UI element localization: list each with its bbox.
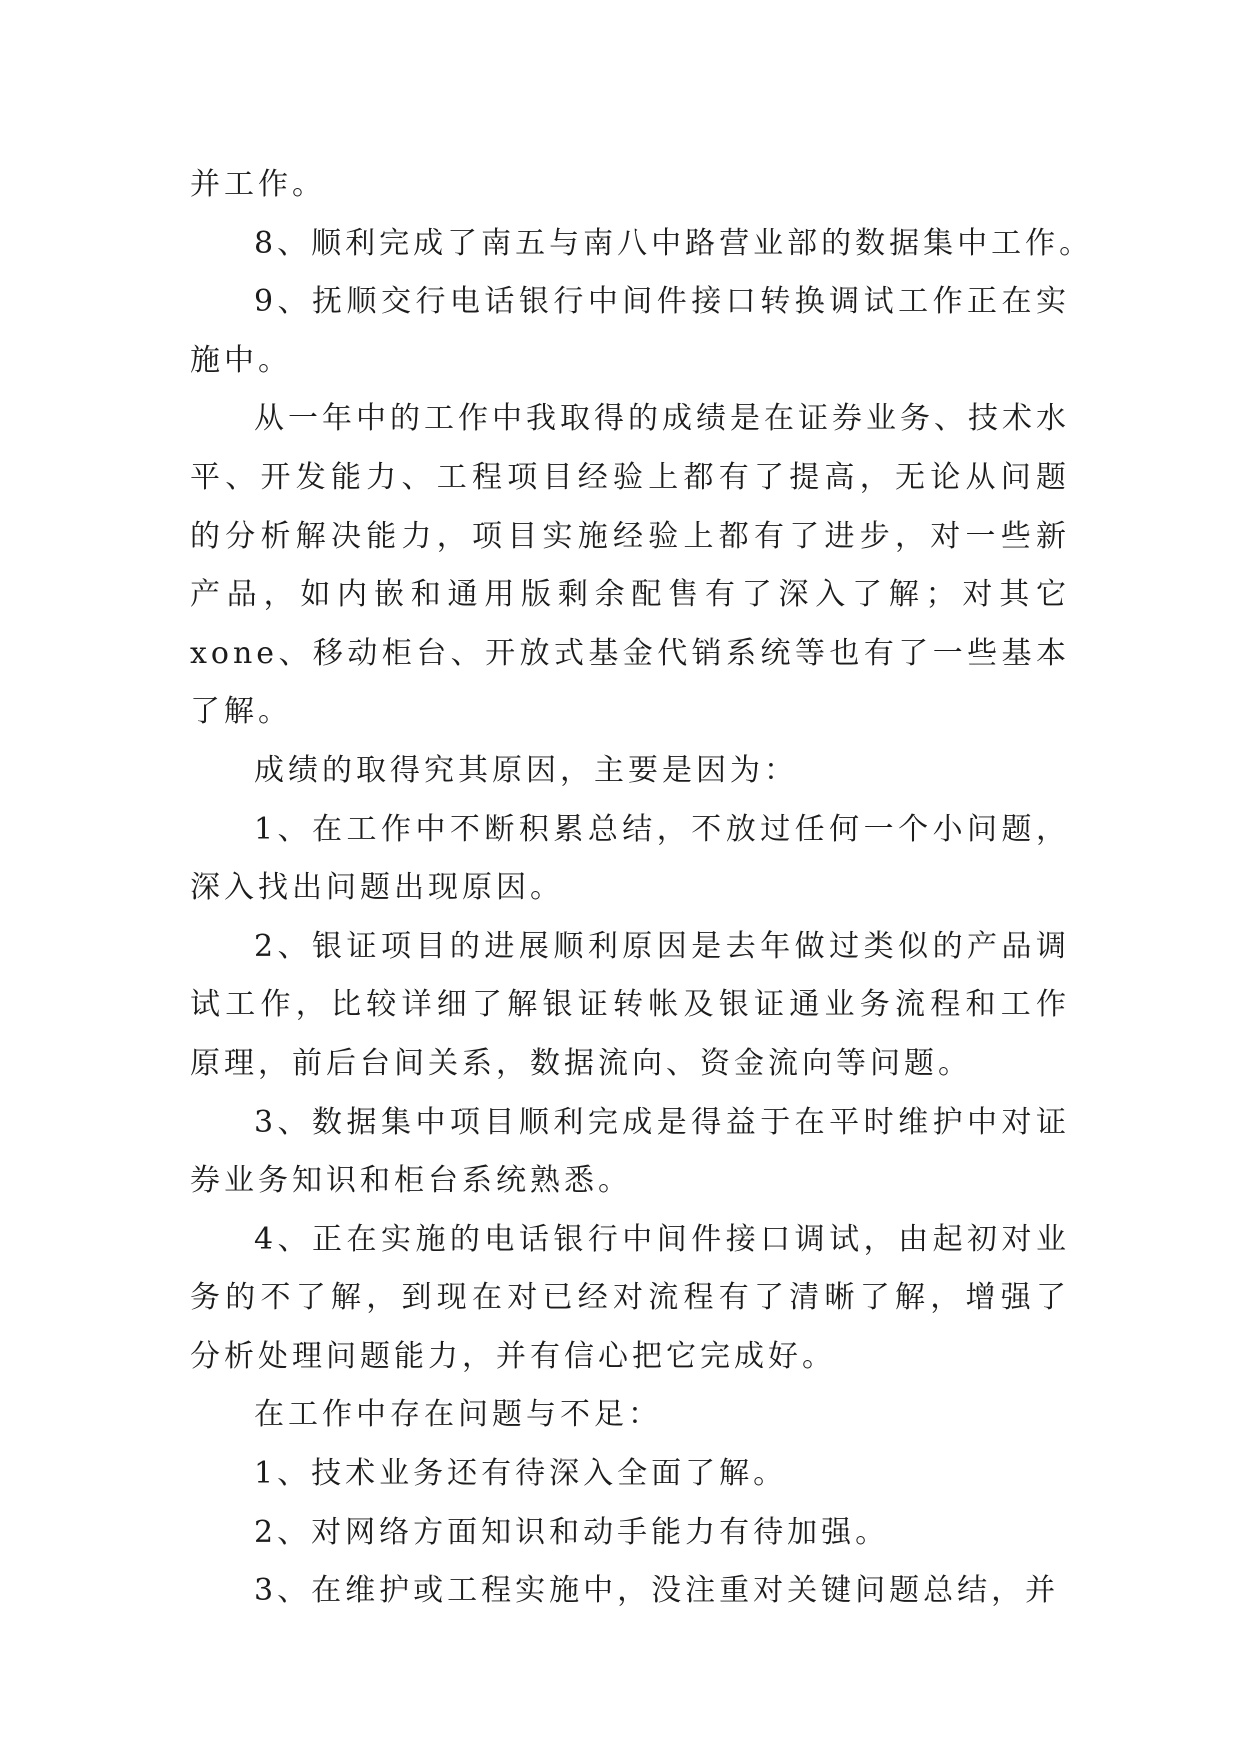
paragraph-reason-3: 3、数据集中项目顺利完成是得益于在平时维护中对证券业务知识和柜台系统熟悉。 [190, 1104, 1070, 1199]
paragraph-continuation: 并工作。 [190, 167, 326, 202]
paragraph-reason-1: 1、在工作中不断积累总结，不放过任何一个小问题，深入找出问题出现原因。 [190, 811, 1070, 906]
paragraph-reason-4: 4、正在实施的电话银行中间件接口调试，由起初对业务的不了解，到现在对已经对流程有了清晰了解，增强了分析处理问题能力，并有信心把它完成好。 [190, 1221, 1070, 1374]
paragraph-item-9: 9、抚顺交行电话银行中间件接口转换调试工作正在实施中。 [190, 284, 1070, 378]
paragraph-issues-intro: 在工作中存在问题与不足： [254, 1397, 662, 1433]
paragraph-item-8: 8、顺利完成了南五与南八中路营业部的数据集中工作。 [254, 225, 1094, 261]
paragraph-issue-3: 3、在维护或工程实施中，没注重对关键问题总结，并 [254, 1573, 1060, 1609]
paragraph-issue-1: 1、技术业务还有待深入全面了解。 [254, 1456, 788, 1492]
document-body [190, 156, 1094, 1621]
paragraph-issue-2: 2、对网络方面知识和动手能力有待加强。 [254, 1514, 890, 1550]
paragraph-reason-2: 2、银证项目的进展顺利原因是去年做过类似的产品调试工作，比较详细了解银证转帐及银证通业务流程和工作原理，前后台间关系，数据流向、资金流向等问题。 [190, 928, 1070, 1081]
paragraph-reasons-intro: 成绩的取得究其原因，主要是因为： [254, 752, 798, 788]
paragraph-achievements: 从一年中的工作中我取得的成绩是在证券业务、技术水平、开发能力、工程项目经验上都有了提高，无论从问题的分析解决能力，项目实施经验上都有了进步，对一些新产品，如内嵌和通用版剩余配售有了深入了解；对其它xone、移动柜台、开放式基金代销系统等也有了一些基本了解。 [190, 401, 1070, 730]
